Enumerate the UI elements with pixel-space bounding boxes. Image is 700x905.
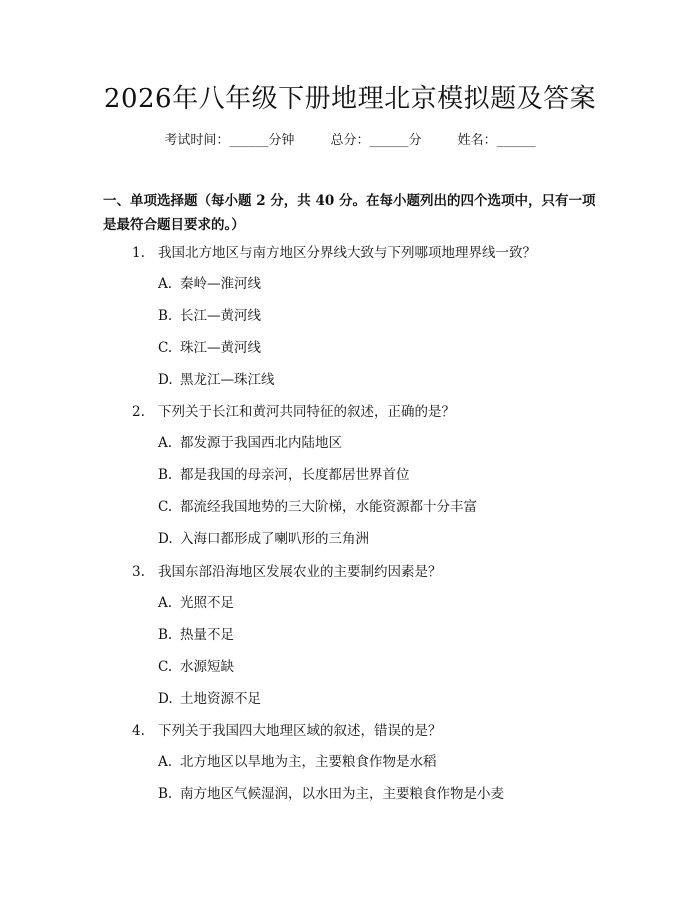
section-heading-line2: 是最符合题目要求的。） bbox=[103, 217, 245, 233]
question-stem bbox=[132, 243, 536, 263]
option-text: 秦岭—淮河线 bbox=[180, 276, 261, 292]
option-letter: A. bbox=[158, 595, 173, 611]
option-text: 黑龙江—珠江线 bbox=[180, 372, 275, 388]
option-text: 热量不足 bbox=[180, 627, 234, 643]
total-score-field: 总分：______分 bbox=[330, 133, 422, 148]
option-c bbox=[158, 497, 477, 517]
question-text: 下列关于我国四大地理区域的叙述，错误的是？ bbox=[158, 723, 442, 739]
question-stem bbox=[132, 402, 455, 422]
section-heading-line1: 一、单项选择题（每小题 2 分，共 40 分。在每小题列出的四个选项中，只有一项 bbox=[103, 193, 596, 209]
option-letter: C. bbox=[158, 659, 173, 675]
option-text: 光照不足 bbox=[180, 595, 234, 611]
option-letter: D. bbox=[158, 531, 173, 547]
option-d bbox=[158, 370, 275, 390]
question-number: 2. bbox=[132, 404, 145, 420]
option-letter: B. bbox=[158, 308, 173, 324]
option-c bbox=[158, 338, 261, 358]
option-text: 长江—黄河线 bbox=[180, 308, 261, 324]
option-letter: B. bbox=[158, 627, 173, 643]
option-text: 都流经我国地势的三大阶梯，水能资源都十分丰富 bbox=[180, 499, 477, 515]
option-b bbox=[158, 625, 234, 645]
option-d bbox=[158, 529, 369, 549]
option-a bbox=[158, 274, 261, 294]
option-letter: C. bbox=[158, 499, 173, 515]
option-b bbox=[158, 306, 261, 326]
question-number: 1. bbox=[132, 245, 145, 261]
option-letter: B. bbox=[158, 786, 173, 802]
option-text: 土地资源不足 bbox=[180, 691, 261, 707]
option-letter: C. bbox=[158, 340, 173, 356]
exam-info bbox=[0, 131, 700, 151]
question-number: 3. bbox=[132, 564, 145, 580]
section-heading bbox=[103, 189, 603, 237]
option-letter: B. bbox=[158, 467, 173, 483]
exam-time-field: 考试时间：______分钟 bbox=[164, 133, 295, 148]
option-d bbox=[158, 689, 261, 709]
option-letter: D. bbox=[158, 691, 173, 707]
question-number: 4. bbox=[132, 723, 145, 739]
option-a bbox=[158, 752, 437, 772]
option-letter: A. bbox=[158, 754, 173, 770]
option-text: 入海口都形成了喇叭形的三角洲 bbox=[180, 531, 369, 547]
option-text: 水源短缺 bbox=[180, 659, 234, 675]
question-text: 我国东部沿海地区发展农业的主要制约因素是？ bbox=[158, 564, 442, 580]
question-stem bbox=[132, 562, 442, 582]
student-name-field: 姓名：______ bbox=[457, 133, 536, 148]
question-text: 我国北方地区与南方地区分界线大致与下列哪项地理界线一致？ bbox=[158, 245, 536, 261]
option-a bbox=[158, 433, 342, 453]
option-text: 都发源于我国西北内陆地区 bbox=[180, 435, 342, 451]
option-b bbox=[158, 784, 504, 804]
page-title: 2026年八年级下册地理北京模拟题及答案 bbox=[103, 84, 597, 114]
option-c bbox=[158, 657, 234, 677]
option-text: 南方地区气候湿润，以水田为主，主要粮食作物是小麦 bbox=[180, 786, 504, 802]
option-letter: A. bbox=[158, 276, 173, 292]
question-stem bbox=[132, 721, 442, 741]
option-text: 北方地区以旱地为主，主要粮食作物是水稻 bbox=[180, 754, 437, 770]
option-letter: A. bbox=[158, 435, 173, 451]
option-b bbox=[158, 465, 410, 485]
option-letter: D. bbox=[158, 372, 173, 388]
question-text: 下列关于长江和黄河共同特征的叙述，正确的是？ bbox=[158, 404, 455, 420]
option-text: 珠江—黄河线 bbox=[180, 340, 261, 356]
option-text: 都是我国的母亲河，长度都居世界首位 bbox=[180, 467, 410, 483]
option-a bbox=[158, 593, 234, 613]
